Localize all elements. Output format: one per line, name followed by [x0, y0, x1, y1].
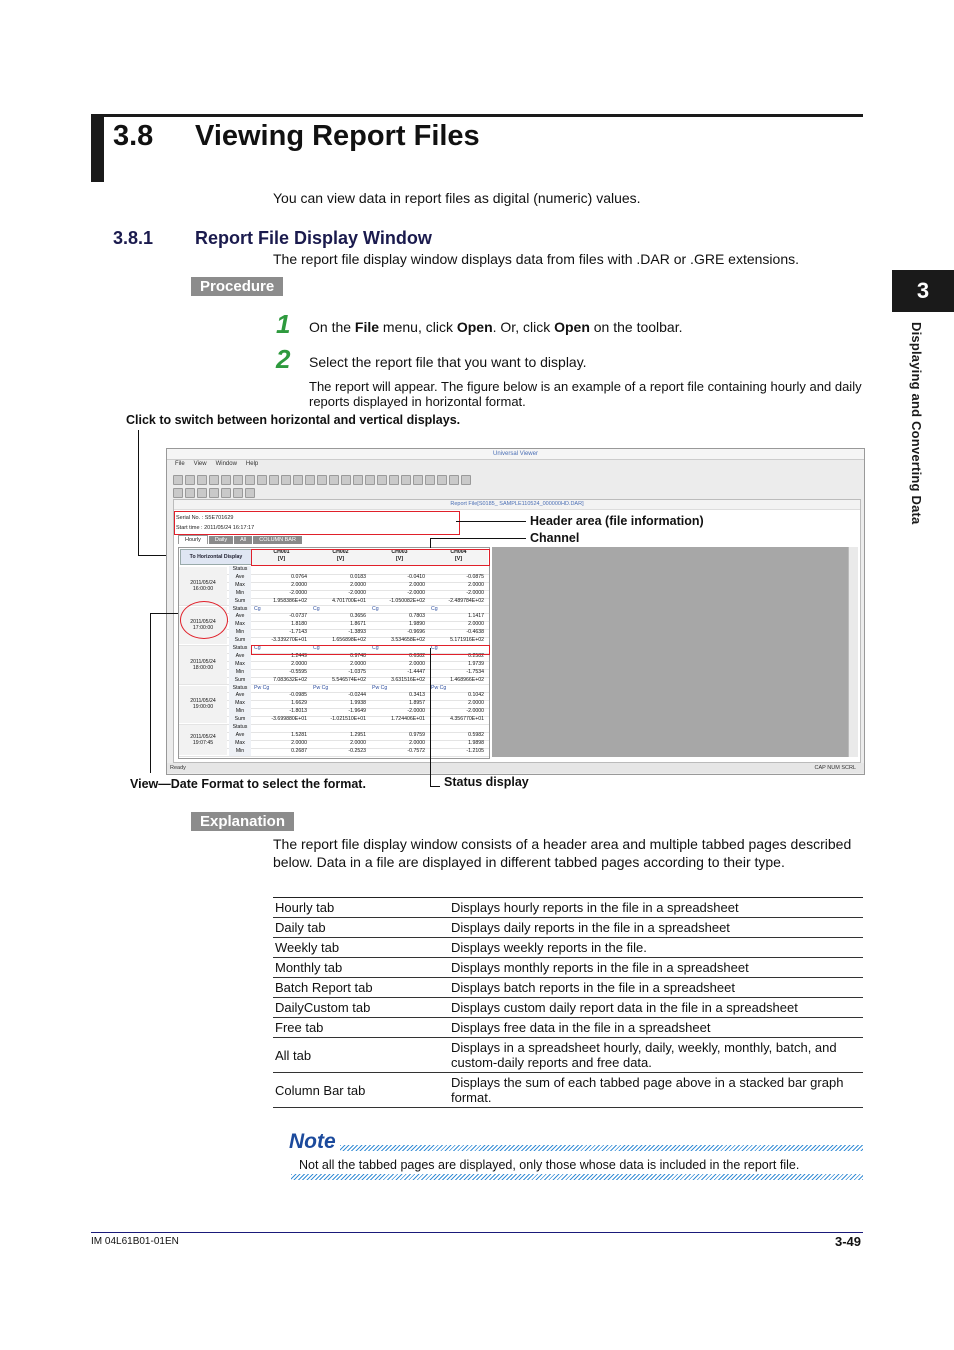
value-cell: 0.3413 [409, 692, 425, 699]
value-cell: 1.8180 [291, 621, 307, 628]
table-row [273, 958, 863, 978]
scale-icon[interactable] [233, 488, 243, 498]
value-cell: -0.9696 [407, 629, 425, 636]
report-window-title: Report File[S0185_ SAMPLE110524_000000HD.DAR] [174, 500, 860, 510]
tab-all[interactable]: All [234, 536, 252, 544]
callout-line [430, 538, 526, 539]
tab-column-bar[interactable]: COLUMN BAR [253, 536, 302, 544]
channel-name: CH004 [450, 549, 467, 555]
value-cell: 0.0764 [291, 573, 307, 580]
channel-unit: [V] [396, 556, 403, 562]
value-cell: 7.083632E+02 [273, 676, 307, 683]
switch-display-button[interactable]: To Horizontal Display [180, 549, 252, 565]
row-label: Max [229, 621, 251, 629]
value-cell: 1.2449 [291, 652, 307, 659]
value-cell: -0.0410 [407, 573, 425, 580]
value-cell: -2.489784E+02 [448, 597, 484, 604]
table-row [273, 978, 863, 998]
value-cell: -1.9649 [348, 708, 366, 715]
value-cell: 1.468966E+02 [450, 676, 484, 683]
callout-line [430, 648, 431, 786]
value-cell: 0.2687 [291, 747, 307, 754]
report-window-screenshot [166, 448, 865, 775]
step-1-open: Open [456, 319, 493, 335]
callout-channel: Channel [530, 531, 580, 545]
step-1-text [309, 319, 683, 335]
step-1-number: 1 [276, 309, 291, 339]
status-cell: Cg [254, 645, 261, 651]
value-cell: 0.6382 [409, 652, 425, 659]
value-cell: -2.0000 [466, 708, 484, 715]
value-cell: -0.0737 [289, 613, 307, 620]
value-cell: 4.701700E+01 [332, 597, 366, 604]
subsection-title-text: Report File Display Window [195, 228, 432, 248]
procedure-label: Procedure [191, 277, 283, 296]
note-rule-top [340, 1145, 863, 1151]
step-1-part: . Or, click [492, 319, 555, 335]
value-cell: 3.631516E+02 [391, 676, 425, 683]
report-datetime [179, 646, 227, 684]
status-cell: Pw Cg [254, 684, 270, 691]
export-icon[interactable] [365, 475, 375, 485]
tab-name: Free tab [273, 1018, 449, 1038]
footer-rule [91, 1232, 863, 1233]
table-row [273, 938, 863, 958]
menu-bar [175, 461, 267, 467]
tab-description: Displays hourly reports in the file in a spreadsheet [449, 898, 863, 918]
channel-unit: [V] [337, 556, 344, 562]
value-cell: 2.0000 [350, 739, 366, 746]
value-cell: 2.0000 [350, 660, 366, 667]
value-cell: 2.0000 [291, 739, 307, 746]
value-cell: 2.0000 [468, 581, 484, 588]
section-intro: You can view data in report files as digital (numeric) values. [273, 190, 641, 206]
subsection-intro: The report file display window displays data from files with .DAR or .GRE extensions. [273, 251, 799, 267]
value-cell: -1.7534 [466, 668, 484, 675]
report-datetime [179, 567, 227, 605]
value-cell: 0.0183 [350, 573, 366, 580]
status-cell: Cg [313, 605, 320, 612]
value-cell: -0.2523 [348, 747, 366, 754]
open-icon[interactable] [173, 475, 183, 485]
report-time: 16:00:00 [192, 585, 214, 592]
value-cell: 1.958386E+02 [273, 597, 307, 604]
table-row [273, 1073, 863, 1108]
channel-unit: [V] [455, 556, 462, 562]
tab-description: Displays daily reports in the file in a spreadsheet [449, 918, 863, 938]
redo-icon[interactable] [257, 475, 267, 485]
step-1-part: menu, click [379, 319, 457, 335]
find-icon[interactable] [329, 475, 339, 485]
value-cell: 2.0000 [350, 581, 366, 588]
grid-icon[interactable] [281, 475, 291, 485]
app-title-bar: Universal Viewer [167, 449, 864, 460]
start-time: Start time : 2011/05/24 16:17:17 [176, 525, 255, 531]
callout-line [150, 613, 178, 614]
status-cell: Cg [254, 605, 261, 612]
tab-name: All tab [273, 1038, 449, 1073]
value-cell: 4.356770E+01 [450, 716, 484, 723]
value-cell: 5.546574E+02 [332, 676, 366, 683]
note-rule-bottom [291, 1174, 863, 1180]
callout-switch: Click to switch between horizontal and vertical displays. [126, 413, 461, 427]
row-label: Status [229, 566, 251, 574]
search-icon[interactable] [317, 475, 327, 485]
value-cell: -1.8013 [289, 708, 307, 715]
folder-icon[interactable] [185, 475, 195, 485]
section-title [113, 120, 480, 153]
value-cell: 2.0000 [409, 739, 425, 746]
callout-line [430, 538, 431, 548]
value-cell: 1.656898E+02 [332, 637, 366, 644]
row-label: Sum [229, 598, 251, 606]
value-cell: -1.021510E+01 [330, 716, 366, 723]
value-cell: 0.5982 [468, 731, 484, 738]
layout-icon[interactable] [341, 475, 351, 485]
value-cell: 1.724406E+01 [391, 716, 425, 723]
report-tabs [178, 535, 303, 544]
save-icon[interactable] [197, 475, 207, 485]
subsection-title [113, 228, 432, 249]
value-cell: -1.2105 [466, 747, 484, 754]
value-cell: -3.699880E+01 [271, 716, 307, 723]
window-icon[interactable] [401, 475, 411, 485]
tab-name: DailyCustom tab [273, 998, 449, 1018]
right-icon[interactable] [185, 488, 195, 498]
value-cell: 1.9890 [409, 621, 425, 628]
table-row [273, 1038, 863, 1073]
value-cell: 0.9748 [350, 652, 366, 659]
status-cell: Cg [313, 645, 320, 651]
step-1-file: File [354, 319, 380, 335]
note-label: Note [289, 1130, 336, 1153]
footer-page-number: 3-49 [835, 1234, 862, 1249]
row-label: Min [229, 629, 251, 637]
tab-daily[interactable]: Daily [209, 536, 233, 544]
status-cell: Pw Cg [431, 684, 447, 691]
status-bar [167, 763, 864, 773]
report-date: 2011/05/24 [190, 698, 216, 705]
cursor-icon[interactable] [269, 475, 279, 485]
import-icon[interactable] [377, 475, 387, 485]
tab-description: Displays the sum of each tabbed page above in a stacked bar graph format. [449, 1073, 863, 1108]
channel-name: CH001 [273, 549, 290, 555]
tab-name: Daily tab [273, 918, 449, 938]
value-cell: -0.7572 [407, 747, 425, 754]
tab-description: Displays free data in the file in a spreadsheet [449, 1018, 863, 1038]
status-highlight [251, 645, 490, 655]
row-label: Min [229, 708, 251, 716]
row-label: Ave [229, 574, 251, 582]
menu-window[interactable]: Window [215, 461, 237, 467]
value-cell: 2.0000 [291, 581, 307, 588]
value-cell: 5.171916E+02 [450, 637, 484, 644]
value-cell: 1.9739 [468, 660, 484, 667]
value-cell: 3.534658E+02 [391, 637, 425, 644]
channel-highlight [251, 549, 490, 566]
callout-line [456, 521, 526, 522]
report-time: 19:07:45 [192, 739, 214, 746]
value-cell: -2.0000 [466, 589, 484, 596]
tab-description: Displays in a spreadsheet hourly, daily, weekly, monthly, batch, and custom-daily reports and free data. [449, 1038, 863, 1073]
value-cell: 1.9938 [350, 700, 366, 707]
step-1-open-toolbar: Open [554, 319, 590, 335]
table-row [273, 998, 863, 1018]
status-indicators: CAP NUM SCRL [814, 765, 856, 771]
report-grid [178, 547, 490, 759]
value-cell: 1.2951 [350, 731, 366, 738]
table-row [273, 1018, 863, 1038]
down-icon[interactable] [209, 488, 219, 498]
row-label: Ave [229, 653, 251, 661]
title-marker [91, 114, 104, 182]
tab-name: Hourly tab [273, 898, 449, 918]
value-cell: 0.3656 [350, 613, 366, 620]
channel-unit: [V] [278, 556, 285, 562]
value-cell: 1.5281 [291, 731, 307, 738]
status-ready: Ready [170, 765, 186, 771]
value-cell: 0.7803 [409, 613, 425, 620]
callout-status: Status display [444, 775, 529, 789]
value-cell: -0.0244 [348, 692, 366, 699]
marker-icon[interactable] [245, 488, 255, 498]
tab-name: Column Bar tab [273, 1073, 449, 1108]
channel-name: CH003 [391, 549, 408, 555]
step-2-number: 2 [276, 344, 291, 374]
report-datetime [179, 725, 227, 755]
step-2-detail: The report will appear. The figure below is an example of a report file containing hourly and daily reports displayed in horizontal format. [309, 379, 862, 409]
row-label: Sum [229, 637, 251, 645]
tab-name: Batch Report tab [273, 978, 449, 998]
chart-icon[interactable] [293, 475, 303, 485]
status-cell: Cg [431, 605, 438, 612]
value-cell: -0.5595 [289, 668, 307, 675]
tab-description-table [273, 897, 863, 1108]
table-row [273, 918, 863, 938]
value-cell: -2.0000 [407, 708, 425, 715]
row-label: Status [229, 724, 251, 732]
header-highlight [174, 511, 460, 535]
menu-help[interactable]: Help [245, 461, 259, 467]
value-cell: 2.0000 [409, 581, 425, 588]
left-icon[interactable] [173, 488, 183, 498]
row-label: Ave [229, 692, 251, 700]
table-row [273, 898, 863, 918]
step-1-part: on the toolbar. [589, 319, 683, 335]
value-cell: 0.1042 [468, 692, 484, 699]
zoom-icon[interactable] [233, 475, 243, 485]
channel-name: CH002 [332, 549, 349, 555]
copy-icon[interactable] [221, 475, 231, 485]
value-cell: -1.3893 [348, 629, 366, 636]
section-number: 3.8 [113, 120, 154, 152]
list-icon[interactable] [305, 475, 315, 485]
explanation-label: Explanation [191, 812, 294, 831]
value-cell: 0.2582 [468, 652, 484, 659]
value-cell: 1.8671 [350, 621, 366, 628]
report-date: 2011/05/24 [190, 579, 216, 586]
value-cell: -0.4638 [466, 629, 484, 636]
status-cell: Cg [372, 645, 379, 651]
callout-date-format: View—Date Format to select the format. [130, 777, 366, 791]
row-label: Ave [229, 613, 251, 621]
status-cell: Pw Cg [372, 684, 388, 691]
row-label: Min [229, 669, 251, 677]
toolbar-secondary [173, 485, 373, 497]
status-cell: Cg [372, 605, 379, 612]
value-cell: -0.0985 [289, 692, 307, 699]
menu-file[interactable]: File [175, 461, 185, 467]
tab-description: Displays custom daily report data in the file in a spreadsheet [449, 998, 863, 1018]
toolbar [173, 472, 858, 484]
report-date: 2011/05/24 [190, 733, 216, 740]
value-cell: -1.7143 [289, 629, 307, 636]
tab-description: Displays monthly reports in the file in a spreadsheet [449, 958, 863, 978]
value-cell: 1.1417 [468, 613, 484, 620]
value-cell: -2.0000 [407, 589, 425, 596]
tab-name: Weekly tab [273, 938, 449, 958]
print-icon[interactable] [209, 475, 219, 485]
report-time: 17:00:00 [192, 625, 214, 632]
report-date: 2011/05/24 [190, 619, 216, 626]
info-icon[interactable] [461, 475, 471, 485]
fit-icon[interactable] [221, 488, 231, 498]
row-label: Max [229, 661, 251, 669]
title-rule [91, 114, 863, 117]
footer-doc-id: IM 04L61B01-01EN [91, 1236, 179, 1247]
value-cell: -1.050082E+02 [389, 597, 425, 604]
settings-icon[interactable] [437, 475, 447, 485]
value-cell: -2.0000 [289, 589, 307, 596]
tab-name: Monthly tab [273, 958, 449, 978]
tab-hourly[interactable]: Hourly [178, 535, 208, 544]
value-cell: -0.0875 [466, 573, 484, 580]
report-time: 19:00:00 [192, 704, 214, 711]
callout-line [138, 430, 139, 555]
row-label: Status [229, 606, 251, 614]
tile-icon[interactable] [413, 475, 423, 485]
tab-description: Displays weekly reports in the file. [449, 938, 863, 958]
step-2-text: Select the report file that you want to display. [309, 354, 587, 370]
status-cell: Cg [431, 645, 438, 651]
image-icon[interactable] [389, 475, 399, 485]
cascade-icon[interactable] [425, 475, 435, 485]
report-date: 2011/05/24 [190, 658, 216, 665]
help-icon[interactable] [449, 475, 459, 485]
value-cell: 1.6629 [291, 700, 307, 707]
status-cell: Pw Cg [313, 684, 329, 691]
value-cell: 1.9898 [468, 739, 484, 746]
value-cell: -1.0375 [348, 668, 366, 675]
row-label: Sum [229, 716, 251, 724]
callout-line [430, 786, 440, 787]
data-rows [179, 566, 489, 756]
serial-no: Serial No. : S5E701629 [176, 515, 234, 521]
value-cell: 2.0000 [468, 621, 484, 628]
value-cell: 2.0000 [468, 700, 484, 707]
menu-view[interactable]: View [193, 461, 207, 467]
value-cell: -2.0000 [348, 589, 366, 596]
row-label: Min [229, 748, 251, 756]
row-label: Ave [229, 732, 251, 740]
table-icon[interactable] [353, 475, 363, 485]
callout-line [150, 613, 151, 773]
section-title-text: Viewing Report Files [195, 120, 480, 152]
tab-description: Displays batch reports in the file in a spreadsheet [449, 978, 863, 998]
empty-area [492, 547, 848, 757]
date-format-highlight [180, 601, 228, 639]
row-label: Max [229, 582, 251, 590]
up-icon[interactable] [197, 488, 207, 498]
value-cell: 2.0000 [409, 660, 425, 667]
chapter-tab: 3 [892, 270, 954, 312]
row-label: Max [229, 700, 251, 708]
vertical-scrollbar[interactable] [848, 547, 858, 757]
report-datetime [179, 686, 227, 724]
undo-icon[interactable] [245, 475, 255, 485]
row-label: Status [229, 685, 251, 693]
value-cell: -1.4447 [407, 668, 425, 675]
chapter-title-vertical: Displaying and Converting Data [909, 322, 924, 525]
value-cell: 1.8957 [409, 700, 425, 707]
value-cell: 2.0000 [291, 660, 307, 667]
row-label: Status [229, 645, 251, 653]
row-label: Max [229, 740, 251, 748]
callout-header-area: Header area (file information) [530, 514, 704, 528]
subsection-number: 3.8.1 [113, 228, 154, 248]
report-time: 18:00:00 [192, 664, 214, 671]
step-1-part: On the [309, 319, 355, 335]
explanation-text: The report file display window consists of a header area and multiple tabbed pages described below. Data in a file are displayed in different tabbed pages according to their type. [273, 836, 852, 870]
value-cell: 0.9759 [409, 731, 425, 738]
note-text: Not all the tabbed pages are displayed, only those whose data is included in the report file. [299, 1158, 800, 1172]
row-label: Min [229, 590, 251, 598]
value-cell: -3.339270E+01 [271, 637, 307, 644]
row-label: Sum [229, 677, 251, 685]
